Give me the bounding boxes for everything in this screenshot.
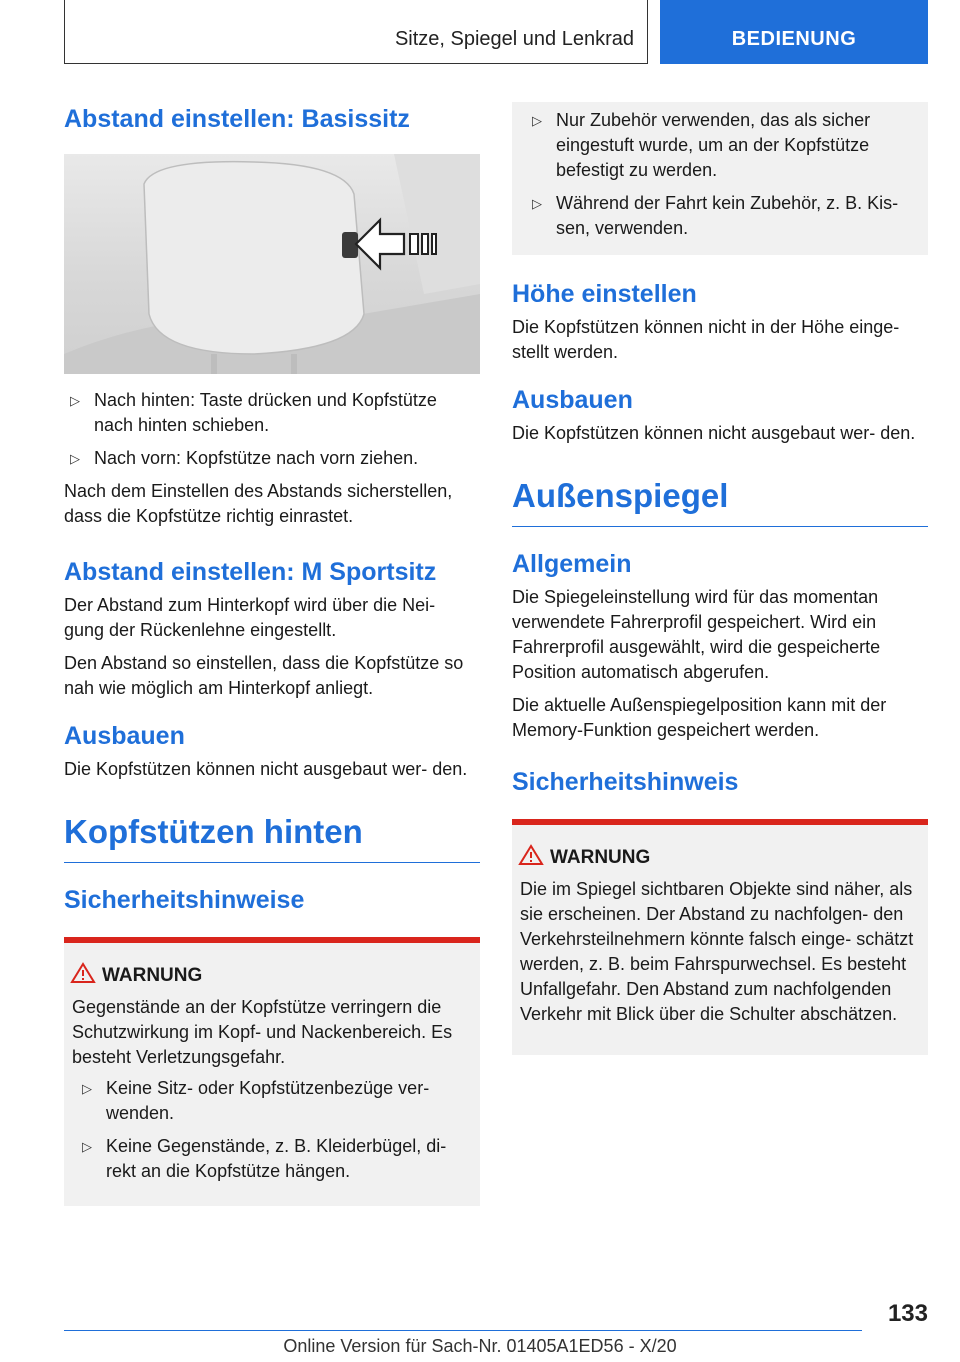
heading-msportsitz: Abstand einstellen: M Sportsitz	[64, 558, 437, 586]
allgemein-paragraph-1: Die Spiegeleinstellung wird für das momentan verwendete Fahrerprofil gespeichert. Wird ein Fahrerprofil ausgewählt, wird die gespeicherte Position automatisch abgerufen.	[512, 586, 881, 682]
triangle-bullet-icon: ▷	[70, 393, 80, 408]
headrest-photo	[64, 154, 480, 374]
triangle-bullet-icon: ▷	[82, 1138, 92, 1154]
warning-title: WARNUNG	[550, 847, 920, 869]
warning-box	[64, 937, 480, 1206]
online-version-note: Online Version für Sach-Nr. 01405A1ED56 - X/20	[283, 1336, 677, 1356]
warning-continuation-box	[512, 102, 928, 255]
warning-text: Gegenstände an der Kopfstütze verringern die Schutzwirkung im Kopf- und Nackenbereich. Es besteht Verletzungsgefahr.	[72, 996, 453, 1067]
list-item: ▷ Keine Sitz- oder Kopfstützenbezüge ver- wenden.	[82, 1077, 430, 1123]
heading-ausbauen: Ausbauen	[64, 722, 185, 750]
heading-kopfstuetzen-hinten: Kopfstützen hinten	[64, 812, 480, 863]
msport-paragraph-1: Der Abstand zum Hinterkopf wird über die Nei- gung der Rückenlehne eingestellt.	[64, 595, 436, 640]
list-item: ▷ Keine Gegenstände, z. B. Kleiderbügel, di- rekt an die Kopfstütze hängen.	[82, 1135, 447, 1181]
ausbauen-paragraph: Die Kopfstützen können nicht ausgebaut wer- den.	[64, 759, 468, 779]
footer-divider	[64, 1330, 862, 1331]
heading-ausbauen-right: Ausbauen	[512, 386, 633, 414]
list-item: ▷ Nach vorn: Kopfstütze nach vorn ziehen.	[64, 446, 480, 471]
warning-box-mirror	[512, 819, 928, 1055]
heading-basissitz: Abstand einstellen: Basissitz	[64, 105, 410, 133]
right-column	[512, 102, 928, 1055]
warning-triangle-icon	[518, 844, 544, 872]
arrow-icon	[356, 220, 404, 268]
heading-sicherheitshinweise: Sicherheitshinweise	[64, 885, 305, 914]
continuation-bullet-list	[522, 108, 918, 241]
page-header	[64, 0, 928, 64]
heading-aussenspiegel: Außenspiegel	[512, 476, 928, 527]
triangle-bullet-icon: ▷	[532, 113, 542, 128]
list-item: ▷ Nach hinten: Taste drücken und Kopfstütze nach hinten schieben.	[70, 390, 437, 435]
triangle-bullet-icon: ▷	[82, 1080, 92, 1096]
triangle-bullet-icon: ▷	[532, 196, 542, 211]
msport-paragraph-2: Den Abstand so einstellen, dass die Kopfstütze so nah wie möglich am Hinterkopf anliegt.	[64, 653, 464, 698]
allgemein-paragraph-2: Die aktuelle Außenspiegelposition kann mit der Memory-Funktion gespeichert werden.	[512, 694, 887, 740]
heading-hoehe: Höhe einstellen	[512, 280, 697, 308]
hoehe-paragraph: Die Kopfstützen können nicht in der Höhe einge- stellt werden.	[512, 317, 900, 362]
heading-sicherheitshinweis: Sicherheitshinweis	[512, 767, 739, 796]
warning-text: Die im Spiegel sichtbaren Objekte sind näher, als sie erscheinen. Der Abstand zu nachfolgen- den Verkehrsteilnehmern könnte falsch einge- schätzt werden, z. B. beim Fahrspurwechsel. Es besteht Unfallgefahr. Den Abstand zum nachfolgenden Verkehr mit Blick über die Schulter abschätzen.	[520, 878, 914, 1024]
list-item: ▷ Nur Zubehör verwenden, das als sicher eingestuft wurde, um an der Kopfstütze befestigt zu werden.	[532, 110, 871, 180]
page-number: 133	[887, 1300, 928, 1327]
warning-title: WARNUNG	[102, 965, 472, 987]
warning-triangle-icon	[70, 962, 96, 990]
chapter-tab[interactable]: BEDIENUNG	[660, 0, 928, 64]
headrest-illustration	[64, 154, 480, 374]
basis-paragraph: Nach dem Einstellen des Abstands sicherstellen, dass die Kopfstütze richtig einrastet.	[64, 481, 453, 526]
triangle-bullet-icon: ▷	[70, 451, 80, 466]
ausbauen-right-paragraph: Die Kopfstützen können nicht ausgebaut wer- den.	[512, 423, 916, 443]
warning-bullet-list	[72, 1076, 472, 1184]
section-title: Sitze, Spiegel und Lenkrad	[394, 28, 634, 50]
heading-allgemein: Allgemein	[512, 549, 632, 578]
basis-bullet-list	[64, 388, 480, 471]
left-column	[64, 104, 480, 1206]
list-item: ▷ Während der Fahrt kein Zubehör, z. B. Kis- sen, verwenden.	[532, 193, 899, 238]
